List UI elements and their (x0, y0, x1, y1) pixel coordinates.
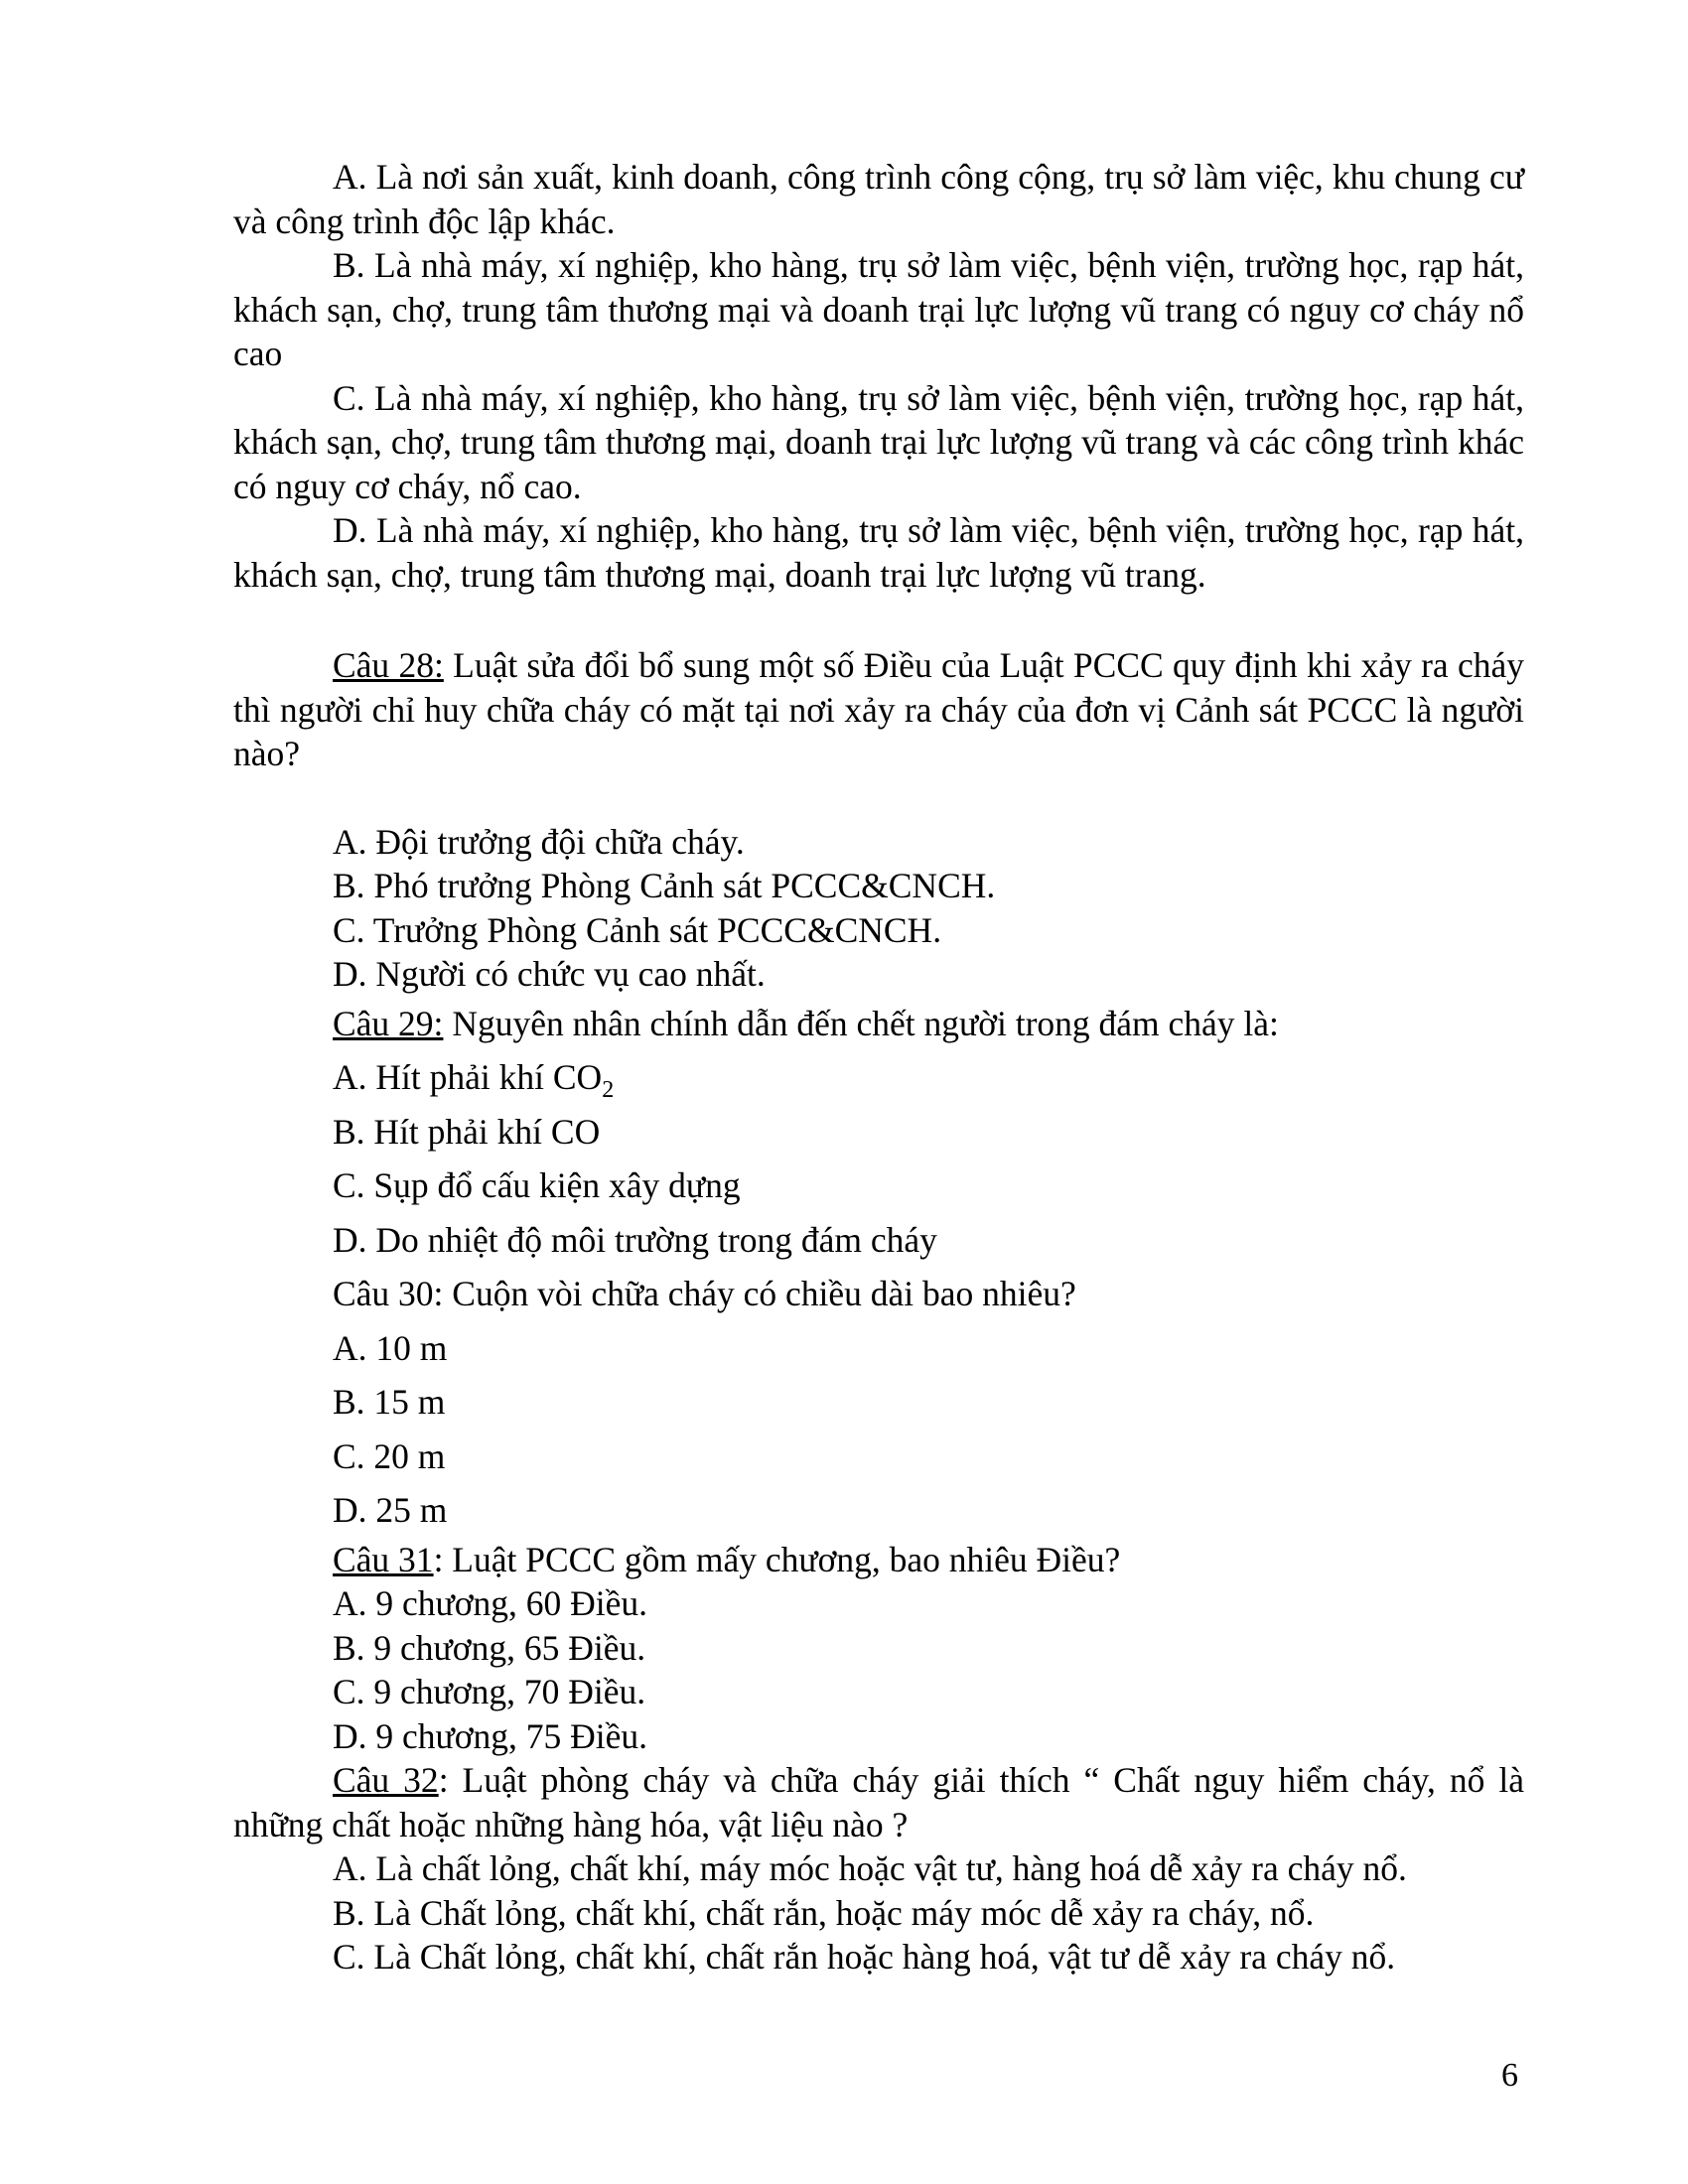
page-number: 6 (1501, 2057, 1518, 2094)
q31-option-b: B. 9 chương, 65 Điều. (333, 1627, 646, 1668)
q27-option-c: C. Là nhà máy, xí nghiệp, kho hàng, trụ sở làm việc, bệnh viện, trường học, rạp hát, khách sạn, chợ, trung tâm thương mại, doanh trại lực lượng vũ trang và các công trình khác có nguy cơ cháy, nổ cao. (233, 377, 1524, 506)
q29-option-a: A. Hít phải khí $CO_2$ (333, 1057, 615, 1104)
q31-option-d: D. 9 chương, 75 Điều. (333, 1715, 648, 1756)
q31-option-a: A. 9 chương, 60 Điều. (333, 1583, 648, 1623)
q30-option-b: B. 15 m (333, 1382, 446, 1422)
q29-text: Nguyên nhân chính dẫn đến chết người trong đám cháy là: (443, 1003, 1279, 1043)
q29-option-c: C. Sụp đổ cấu kiện xây dựng (333, 1165, 741, 1205)
q29-label: Câu 29: (333, 1003, 444, 1043)
q32-label: Câu 32 (333, 1760, 439, 1800)
q29-option-d: D. Do nhiệt độ môi trường trong đám cháy (333, 1219, 937, 1260)
q28-question (233, 643, 1524, 776)
q29-option-b: B. Hít phải khí CO (333, 1111, 601, 1152)
q32-option-b: B. Là Chất lỏng, chất khí, chất rắn, hoặc máy móc dễ xảy ra cháy, nổ. (333, 1892, 1315, 1933)
q30-option-c: C. 20 m (333, 1435, 446, 1476)
q32-text: : Luật phòng cháy và chữa cháy giải thích “ Chất nguy hiểm cháy, nổ là những chất hoặc những hàng hóa, vật liệu nào ? (233, 1760, 1524, 1844)
document-page (233, 155, 1524, 1979)
q30-question: Câu 30: Cuộn vòi chữa cháy có chiều dài bao nhiêu? (333, 1274, 1076, 1313)
q28-option-b: B. Phó trưởng Phòng Cảnh sát PCCC&CNCH. (333, 866, 996, 905)
q29-question (233, 997, 1524, 1051)
q29-q30-block (233, 997, 1524, 1538)
q28-label: Câu 28: (333, 645, 444, 685)
q31-label: Câu 31 (333, 1539, 434, 1579)
q28-option-a: A. Đội trưởng đội chữa cháy. (333, 821, 745, 862)
q32-option-a: A. Là chất lỏng, chất khí, máy móc hoặc vật tư, hàng hoá dễ xảy ra cháy nổ. (333, 1848, 1407, 1888)
q30-option-d: D. 25 m (333, 1490, 448, 1530)
q28-option-d: D. Người có chức vụ cao nhất. (333, 954, 766, 994)
q27-option-a: A. Là nơi sản xuất, kinh doanh, công trình công cộng, trụ sở làm việc, khu chung cư và công trình độc lập khác. (233, 157, 1524, 241)
q30-option-a: A. 10 m (333, 1327, 448, 1368)
q31-question (233, 1538, 1524, 1582)
q27-options (233, 155, 1524, 597)
q31-option-c: C. 9 chương, 70 Điều. (333, 1672, 646, 1711)
q27-option-d: D. Là nhà máy, xí nghiệp, kho hàng, trụ sở làm việc, bệnh viện, trường học, rạp hát, khách sạn, chợ, trung tâm thương mại, doanh trại lực lượng vũ trang. (233, 510, 1524, 595)
q31-text: : Luật PCCC gồm mấy chương, bao nhiêu Điều? (433, 1539, 1121, 1579)
q27-option-b: B. Là nhà máy, xí nghiệp, kho hàng, trụ sở làm việc, bệnh viện, trường học, rạp hát, khách sạn, chợ, trung tâm thương mại và doanh trại lực lượng vũ trang có nguy cơ cháy nổ cao (233, 245, 1524, 373)
q28-text: Luật sửa đổi bổ sung một số Điều của Luật PCCC quy định khi xảy ra cháy thì người chỉ huy chữa cháy có mặt tại nơi xảy ra cháy của đơn vị Cảnh sát PCCC là người nào? (233, 645, 1524, 773)
q28-options (233, 820, 1524, 997)
q32-question (233, 1758, 1524, 1846)
q32-option-c: C. Là Chất lỏng, chất khí, chất rắn hoặc hàng hoá, vật tư dễ xảy ra cháy nổ. (333, 1937, 1396, 1977)
q28-option-c: C. Trưởng Phòng Cảnh sát PCCC&CNCH. (333, 909, 942, 950)
